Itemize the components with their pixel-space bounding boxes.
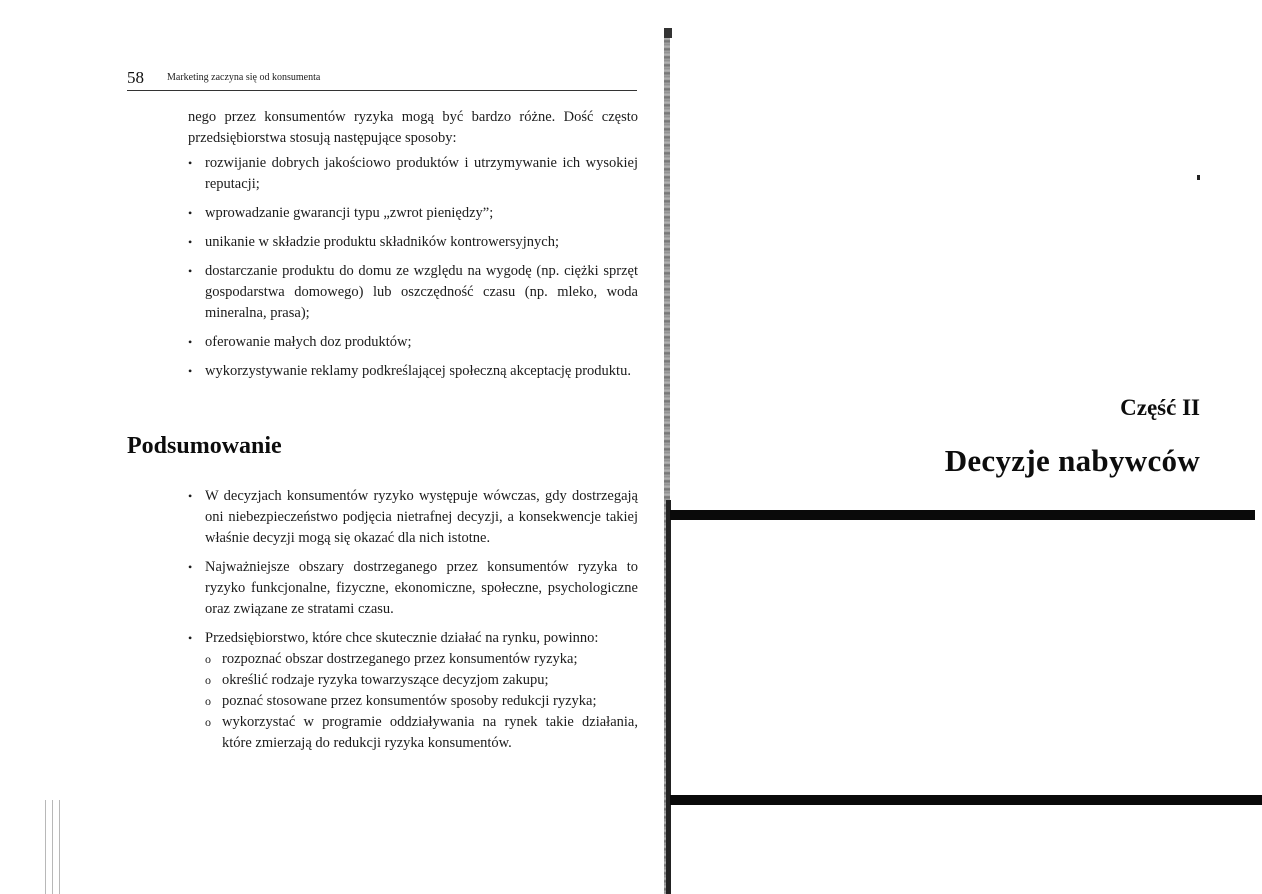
list-item-text: oferowanie małych doz produktów; <box>205 334 412 350</box>
methods-list <box>188 153 638 390</box>
sub-list-item-text: poznać stosowane przez konsumentów sposoby redukcji ryzyka; <box>222 693 597 709</box>
part-title: Decyzje nabywców <box>944 443 1200 478</box>
part-label: Część II <box>1120 395 1200 420</box>
scan-speck <box>1197 175 1200 180</box>
list-item <box>188 203 638 224</box>
list-item-text: Najważniejsze obszary dostrzeganego przez konsumentów ryzyka to ryzyko funkcjonalne, fizyczne, ekonomiczne, społeczne, psychologiczne oraz związane ze stratami czasu. <box>205 559 638 617</box>
list-item <box>188 232 638 253</box>
running-head <box>127 68 637 90</box>
bullet-icon: • <box>188 364 193 378</box>
thick-rule-lower <box>670 795 1262 805</box>
list-item <box>188 628 638 754</box>
scan-noise <box>42 800 62 894</box>
running-head-rule <box>127 90 637 91</box>
bullet-icon: • <box>188 560 193 574</box>
circle-bullet-icon: o <box>205 694 211 708</box>
list-item-text: rozwijanie dobrych jakościowo produktów i utrzymywanie ich wysokiej reputacji; <box>205 155 638 192</box>
bullet-icon: • <box>188 206 193 220</box>
sub-list-item <box>205 649 638 670</box>
sub-list-item <box>205 712 638 754</box>
sub-list-item <box>205 670 638 691</box>
list-item <box>188 261 638 324</box>
list-item-text: W decyzjach konsumentów ryzyko występuje wówczas, gdy dostrzegają oni niebezpieczeństwo podjęcia nietrafnej decyzji, a konsekwencje takiej właśnie decyzji mogą się okazać dla nich istotne. <box>205 488 638 546</box>
list-item-text: wykorzystywanie reklamy podkreślającej społeczną akceptację produktu. <box>205 363 631 379</box>
circle-bullet-icon: o <box>205 673 211 687</box>
circle-bullet-icon: o <box>205 652 211 666</box>
bullet-icon: • <box>188 264 193 278</box>
bullet-icon: • <box>188 335 193 349</box>
list-item-text: Przedsiębiorstwo, które chce skutecznie działać na rynku, powinno: <box>205 630 599 646</box>
section-heading-summary: Podsumowanie <box>127 433 282 459</box>
sub-list <box>205 649 638 754</box>
page-number: 58 <box>127 68 144 87</box>
bullet-icon: • <box>188 489 193 503</box>
list-item <box>188 486 638 549</box>
bullet-icon: • <box>188 235 193 249</box>
sub-list-item-text: wykorzystać w programie oddziaływania na rynek takie działania, które zmierzają do redukcji ryzyka konsumentów. <box>222 714 638 751</box>
bullet-icon: • <box>188 631 193 645</box>
list-item <box>188 361 638 382</box>
list-item <box>188 557 638 620</box>
thick-rule-upper <box>670 510 1255 520</box>
list-item-text: wprowadzanie gwarancji typu „zwrot pieniędzy”; <box>205 205 494 221</box>
list-item <box>188 153 638 195</box>
sub-list-item-text: rozpoznać obszar dostrzeganego przez konsumentów ryzyka; <box>222 651 578 667</box>
list-item-text: dostarczanie produktu do domu ze względu na wygodę (np. ciężki sprzęt gospodarstwa domowego) lub oszczędność czasu (np. mleko, woda mineralna, prasa); <box>205 263 638 321</box>
intro-paragraph: nego przez konsumentów ryzyka mogą być bardzo różne. Dość często przedsiębiorstwa stosują następujące sposoby: <box>188 109 638 146</box>
circle-bullet-icon: o <box>205 715 211 729</box>
bullet-icon: • <box>188 156 193 170</box>
summary-list <box>188 486 638 762</box>
list-item <box>188 332 638 353</box>
sub-list-item-text: określić rodzaje ryzyka towarzyszące decyzjom zakupu; <box>222 672 549 688</box>
list-item-text: unikanie w składzie produktu składników kontrowersyjnych; <box>205 234 559 250</box>
running-head-title: Marketing zaczyna się od konsumenta <box>167 72 321 83</box>
sub-list-item <box>205 691 638 712</box>
